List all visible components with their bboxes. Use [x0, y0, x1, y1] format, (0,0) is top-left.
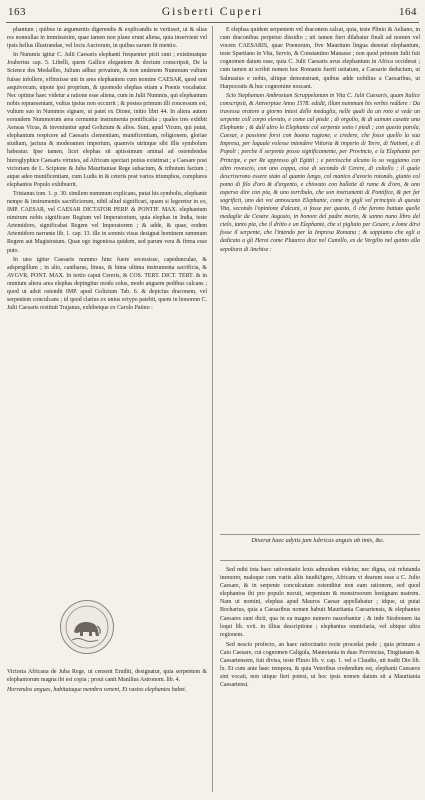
- verse-quote: Horrendos angues, habitataque membra veneni, Et vastos elephantes habet.: [7, 687, 187, 694]
- running-title: Gisberti Cuperi: [161, 6, 264, 18]
- paragraph: phantum ; quibus in argumentis digerendis & explicandis te veriisset, ut & alias res nonnullas in immissesim, quae tamen non plane erunt aliena, quia inservient vel ipsis hellus illustrandae, vel locis Auctorum, in quibus earum fit mentio.: [7, 27, 207, 50]
- elephant-coin-icon: [64, 604, 110, 650]
- paragraph: Sed nescio profecto, an haec ratiocinatio recte procedat pede ; quia primum a Caio Caesare, cui cognomen Caligula, Mauretania in duas Provincias, Tingitanam & Caesariensem, fuit divisa, teste Plinio lib. v. cap. 1. vel a Claudio, uti tradit Dio lib. lx. Et cum ante haec tempora, & quia Veteribus credendum est, elephanti Caesares sint vocati, non utique fieri potest, ut hoc ipsis nomen datum sit a Mauritania Caesariensi.: [220, 641, 420, 689]
- left-column: [7, 26, 207, 313]
- page-number-right: 164: [398, 6, 417, 18]
- header-rule: [6, 22, 419, 23]
- paragraph: Victoria Africana de Juba Rege, ut censent Eruditi, designatur, quia serpentem & elephantorum magna ibi est copia ; prout canit Manilius Astronom. lib. 4.: [7, 669, 207, 684]
- column-divider: [212, 26, 213, 792]
- verse-quote: Dixerat haec adytis jam lubricus anguis ab imis, &c.: [251, 537, 385, 544]
- quote-rule: [220, 560, 420, 561]
- coin-illustration: [60, 600, 114, 654]
- coin-caption-text: [7, 668, 207, 696]
- right-column: [220, 26, 420, 255]
- paragraph: E elephas quidem serpentem vel draconem calcat, quia, teste Plinio & Aeliano, in cum draconibus perpetuo dissidio ; uti tamen fieri dilabatur finali ad nomen vel vocem CAESARIS, quae Poenorum, five Mauritum lingua denotat elephantum, teste Spartiano in Vita, Servio, & Constantino Manasse ; non quod primum Julii fuit cognomen datum esse, quia C. Julii Caesaris avus elephantum in Africa occiderat ; cum tamen ut scribit nomen hoc Romanis fuerit usitatum, a Caesarie deductum, ut Salmasius e nobis, aliique demonstrant, quibus adde nobilius a Caesaribus, ut Harpocratis & huc cognomine noscant.: [220, 27, 420, 90]
- right-column-lower: [220, 566, 420, 691]
- page-number-left: 163: [8, 6, 26, 18]
- quote-rule: [220, 534, 420, 535]
- running-header: [8, 6, 417, 22]
- paragraph: In uno igitur Caesaris nummo hinc fuere secessisse, capedunculae, & adspergillum ; in alio, cantharus, lituus, & bima ultima instrumenta sacrificia, & AVGVR. PONT. MAX. In tertio caput Cereris, & COS. TERT. DICT. TERT. & in omnium altera area elephas depingitur modo solus, modo anguem pedibus calcans ; quod ut adsit ostendit IMP. apud Goltzium Tab. 6. & depictus draconem, vel serpentem conculcans ; id quod clarius ex unius ectypo patebit, quem in honorem C. Julii Caesaris restituit Trajanus, exhibetque ex Carolo Patino :: [7, 256, 207, 312]
- paragraph: Tristanus tom. 1. p. 30. similem nummum explicans, putat his symbolis, elephante nempe & instrumentis sacrificiorum, nihil aliud significari, quam si legeretur in eo, IMP. CAESAR, vel CAESAR DICTATOR PERP. & PONTIF. MAX. elephantum nimirum nobis significare Regium vel Imperatorium, quia elephas in India, teste Artemidoro, significabat Regem vel Imperatorem ; & adde, & quae, eodem Artemidoro narrante lib. 1. cap. 13. ille in somnis visus designat hominem summum Regem aut Magistratum. Quae ego ingeniosa quidem, sed parum vera & firma esse puto.: [7, 190, 207, 254]
- paragraph: Sed mihi tota haec rativentatio lexis admodum videtur, nec digna, cui refutanda immorer, maloque cum variis aliis iuudii/igere, Africam vi dearum esse a C. Julio Caesare, & in serpente conculcatum ostenditur non eam rationem, sed quod elephantos ibi pro populo nocuit, serpentum & monstroorum benignam matrem. Nam ut nomini, elephas apud Mauros Caesar appellabatur ; idque, ut putat Bochartus, quia a Caesaribus nomen habuit Mauritania Caesariensis, & elephantes Caesares sunt dicti, qua in ea magno numero nascebantur ; & inde Strabonem ita loqui lib. xvii. in illius descriptione ; elephantus omnisfaria, vel ubique ultra regionem.: [220, 567, 420, 638]
- paragraph: Scio Stephanum Ambrosium Scruppelanum in Vita C. Julii Caesaris, quam Italice conscripsit, & Antverpiae Anno 1578. edidit, illum nummum his verbis reddere : Da travessa oratore a giorno intesi dello medaglia, nelle quali da un roto si vede un serpente coll corpo elevato, e come cal piede ; di orgolio, & di suinum casette una Elephante ; & dall altro lo Elephante col serpente sotto i piedi ; con questo parola, Caesar, e passione forsi con buona ragione, e credere, che fosse quello la sua Impresa, per laquale volesse intendere Vittoria & imperio di Terre, di Nationi, e di Popoli ; perche il serpente posso significamente, per Provincie, e la Elephante per Principe, e per Re appresso gli Egittii ; e perciocche alcuno lo so veggiamo con altro rovescio, con uno coppa, cioe di secondo di Cerere, di coltello ; il quale descriverono essere stato al quanto lungo, col manico d'avorio rotondo, giunto col pomo di filo d'oro & d'argento, e chiovato con bullette di rame & d'oro, & uno asperso dire con pia, & uno torribulo, che son instrumenti di Pontifice, & per far sagrificii, uno dei voi annoscano Elephante, come in gigli vel principio di questa Vita, secondo l'opinione d'alcuni, si fosse per questo, il che furono battute quelle medaglie da Cesare Augusto, in honore del padre morto, & sanno nuno libro del cielo, tanto pia, che il dritto e un Elephante, che si pigliato per Cesare, e lome dirsi fosse il serpente, che l'intendo per la Impresa Romana ; & sappiamo che egli a dedicato a gli Heroi come Plutarco dice nel Camillo, ex de Vergilio nel quinto alla sepoltura di Anchise :: [220, 92, 420, 253]
- paragraph: In Nummis igitur C. Julii Caesaris elephanti frequenter picti sunt ; existimatque Joubertus cap. 5. Libelli, quem Gallice elegantem & doctum conscripsit, De la Science des Medailles, Julium adhuc privatum, & non undenem Nummum vultum fuisse infollere, effinxisse uni in area elephantem cum nomine CAESAR, quod erat aequivocum, utpote ipsi proprium, & quomodo elephas etiam a Poenis vocabatur. Nec optime haec videtur a ratione esse aliena, cum in Julii Nummis, qui elephantum nobis repraesentant, vultus ipsius non occurrit ; & postea primum illi concessum est, vultum suo in Nummos signare, ut patet ex Dione, initio libri 44. In altera autem eorundem Nummorum area cernuntur instrumenta pontificalia ; quales tres exhibit Aeneas Vicus, & inveniuntur apud Goltzium & alios. Sunt, apud Vicum, qui putat, elephantum respicere ad Caesaris clementiam, munificentiam, religionem, gloriae studium, jactura & moderamen imperium, quamvis utrinque sibi illis symbolum habeatur. Ipse tamen, licet elephas sit aptissimum animal ad ostendendas hieroglyphice Caesaris virtutes, ad Africam spectari potius existimat ; a Caesare post victoriam de L. Scipione & Juba Mauritaniae Rege subactum, & tributum factum ; atque adeo munificentiam, cum Ludis in & ceteris post varios triumphos, complures elephantos Populo exhibuerit.: [7, 52, 207, 188]
